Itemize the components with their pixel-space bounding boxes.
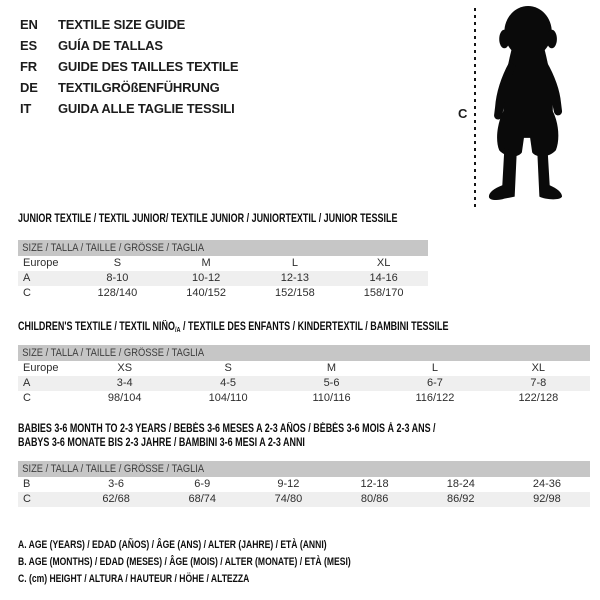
babies-table-title xyxy=(18,422,578,450)
cell-value: XL xyxy=(531,362,546,374)
row-label: B xyxy=(23,478,31,490)
row-label: C xyxy=(23,287,31,299)
cell-value: 98/104 xyxy=(107,392,142,404)
table-title xyxy=(18,320,455,337)
language-label: GUÍA DE TALLAS xyxy=(58,38,163,53)
table-title-subscript: /A xyxy=(174,325,181,334)
table-row xyxy=(18,376,590,391)
cell-value: 7-8 xyxy=(530,377,547,389)
height-measure-label: C xyxy=(458,106,468,121)
cell-value: 12-18 xyxy=(360,478,389,490)
language-code: IT xyxy=(20,101,32,116)
footnote-line: A. AGE (YEARS) / EDAD (AÑOS) / ÂGE (ANS) / ALTER (JAHRE) / ETÀ (ANNI) xyxy=(18,539,327,551)
cell-value: 74/80 xyxy=(274,493,303,505)
cell-value: M xyxy=(326,362,337,374)
footnote-line: B. AGE (MONTHS) / EDAD (MESES) / ÂGE (MOIS) / ALTER (MONATE) / ETÀ (MESI) xyxy=(18,556,351,568)
row-label: C xyxy=(23,392,31,404)
language-row xyxy=(20,77,238,98)
size-header-label: SIZE / TALLA / TAILLE / GRÖSSE / TAGLIA xyxy=(22,242,205,254)
babies-size-table xyxy=(18,461,590,507)
children-size-table xyxy=(18,345,590,406)
table-row xyxy=(18,361,590,376)
table-title-line: BABIES 3-6 MONTH TO 2-3 YEARS / BEBÉS 3-6 MESES A 2-3 AÑOS / BÉBÉS 3-6 MOIS À 2-3 ANS / xyxy=(18,423,436,435)
cell-value: XL xyxy=(376,257,391,269)
table-row xyxy=(18,477,590,492)
size-header-bar xyxy=(18,345,590,361)
cell-value: 4-5 xyxy=(220,377,237,389)
size-header-bar xyxy=(18,461,590,477)
cell-value: 10-12 xyxy=(192,272,221,284)
table-title-text: / TEXTILE DES ENFANTS / KINDERTEXTIL / BAMBINI TESSILE xyxy=(180,321,449,333)
cell-value: S xyxy=(113,257,122,269)
cell-value: 6-9 xyxy=(194,478,211,490)
cell-value: 12-13 xyxy=(280,272,309,284)
cell-value: XS xyxy=(117,362,133,374)
table-row xyxy=(18,256,428,271)
cell-value: 3-6 xyxy=(108,478,125,490)
cell-value: 24-36 xyxy=(532,478,562,490)
table-row xyxy=(18,286,428,301)
cell-value: 8-10 xyxy=(106,272,129,284)
table-row xyxy=(18,271,428,286)
cell-value: 110/116 xyxy=(312,392,351,404)
junior-table-title xyxy=(18,212,458,226)
language-row xyxy=(20,35,238,56)
cell-value: 80/86 xyxy=(360,493,389,505)
table-title-text: CHILDREN'S TEXTILE / TEXTIL NIÑO xyxy=(18,321,175,333)
cell-value: L xyxy=(431,362,438,374)
language-code: DE xyxy=(20,80,38,95)
cell-value: 18-24 xyxy=(446,478,475,490)
cell-value: 14-16 xyxy=(369,272,398,284)
language-label: TEXTILGRÖßENFÜHRUNG xyxy=(58,80,220,95)
language-row xyxy=(20,14,238,35)
size-header-bar xyxy=(18,240,428,256)
cell-value: M xyxy=(201,257,211,269)
language-label: GUIDE DES TAILLES TEXTILE xyxy=(58,59,239,74)
cell-value: 158/170 xyxy=(363,287,404,299)
language-row xyxy=(20,56,238,77)
junior-size-table xyxy=(18,240,428,301)
cell-value: 3-4 xyxy=(116,377,133,389)
cell-value: 116/122 xyxy=(415,392,455,404)
row-label: A xyxy=(23,272,31,284)
table-title-line: JUNIOR TEXTILE / TEXTIL JUNIOR/ TEXTILE JUNIOR / JUNIORTEXTIL / JUNIOR TESSILE xyxy=(18,213,398,225)
cell-value: S xyxy=(224,362,232,374)
cell-value: 5-6 xyxy=(323,377,340,389)
language-code: EN xyxy=(20,17,38,32)
cell-value: 62/68 xyxy=(102,493,130,505)
cell-value: 122/128 xyxy=(518,392,559,404)
cell-value: 68/74 xyxy=(188,493,217,505)
language-row xyxy=(20,98,238,119)
table-title-line: BABYS 3-6 MONATE BIS 2-3 JAHRE / BAMBINI 3-6 MESI A 2-3 ANNI xyxy=(18,437,305,449)
row-label: Europe xyxy=(23,362,59,374)
cell-value: L xyxy=(291,257,298,269)
row-label: C xyxy=(23,493,31,505)
cell-value: 9-12 xyxy=(277,478,300,490)
language-code: FR xyxy=(20,59,37,74)
cell-value: 86/92 xyxy=(447,493,475,505)
language-list xyxy=(20,14,238,119)
cell-value: 104/110 xyxy=(208,392,248,404)
row-label: Europe xyxy=(23,257,59,269)
table-row xyxy=(18,391,590,406)
table-row xyxy=(18,492,590,507)
cell-value: 6-7 xyxy=(426,377,443,389)
cell-value: 92/98 xyxy=(533,493,561,505)
footnotes xyxy=(18,537,445,588)
row-label: A xyxy=(23,377,31,389)
cell-value: 128/140 xyxy=(97,287,138,299)
footnote-line: C. (cm) HEIGHT / ALTURA / HAUTEUR / HÖHE / ALTEZZA xyxy=(18,573,250,585)
size-header-label: SIZE / TALLA / TAILLE / GRÖSSE / TAGLIA xyxy=(22,463,205,475)
cell-value: 140/152 xyxy=(186,287,226,299)
children-table-title xyxy=(18,320,578,337)
size-header-label: SIZE / TALLA / TAILLE / GRÖSSE / TAGLIA xyxy=(22,347,205,359)
language-label: TEXTILE SIZE GUIDE xyxy=(58,17,186,32)
toddler-silhouette-icon xyxy=(468,4,584,210)
cell-value: 152/158 xyxy=(274,287,315,299)
language-code: ES xyxy=(20,38,37,53)
language-label: GUIDA ALLE TAGLIE TESSILI xyxy=(58,101,235,116)
